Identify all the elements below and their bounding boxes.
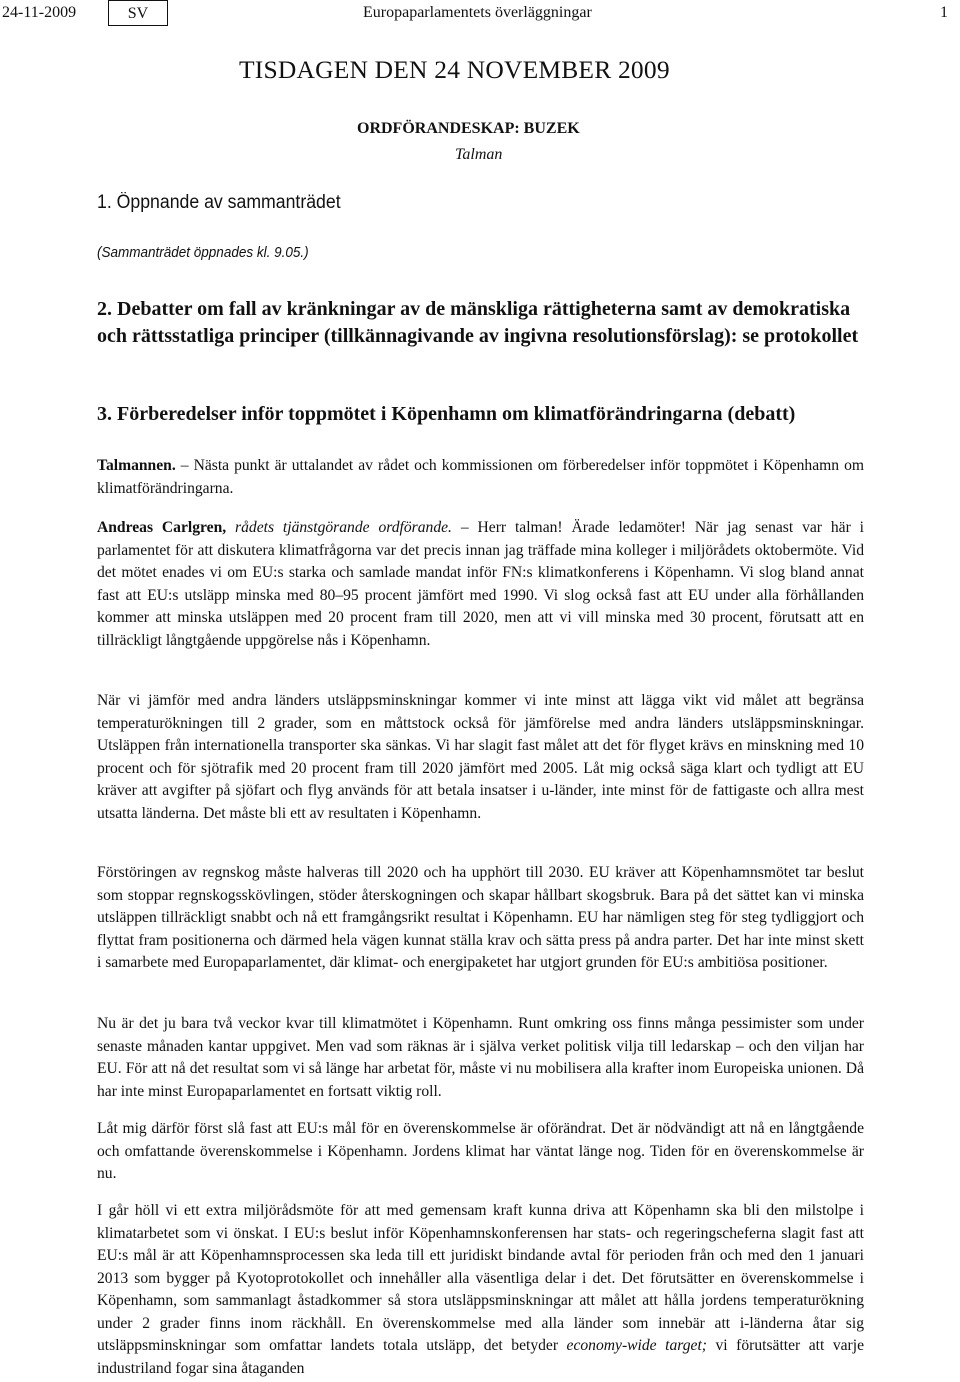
paragraph-text-cont: vi förutsätter att varje industriland fogar sina åtaganden [97,1337,864,1377]
chair-title: ORDFÖRANDESKAP: BUZEK [357,120,580,137]
intro-paragraph [97,455,864,500]
day-title: TISDAGEN DEN 24 NOVEMBER 2009 [239,55,670,84]
paragraph-text: I går höll vi ett extra miljörådsmöte för att med gemensam kraft kunna driva att Köpenhamn ska bli den milstolpe i klimatarbetet som vi önskat. I EU:s beslut inför Köpenhamnskonferensen har stats- och regeringscheferna slagit fast att EU:s mål är att Köpenhamnsprocessen ska leda till ett juridiskt bindande avtal för perioden från och med den 1 januari 2013 som bygger på Kyotoprotokollet och innehåller alla väsentliga delar i det. Det förutsätter en överenskommelse i Köpenhamn, som sammanlagt åstadkommer så stora utsläppsminskningar att målet att hålla jordens temperaturökning under 2 grader finns inom räckhåll. En överenskommelse med alla länder som innebär att i-länderna åtar sig utsläppsminskningar som omfattar landets totala utsläpp, det betyder [97,1202,864,1354]
item-1-heading: 1. Öppnande av sammanträdet [97,192,341,213]
header-date: 24-11-2009 [2,4,77,21]
speech-paragraph-5: Låt mig därför först slå fast att EU:s mål för en överenskommelse är oförändrat. Det är nödvändigt att nå en långtgående och omfattande överenskommelse i Köpenhamn. Jordens klimat har väntat länge nog. Tiden för en överenskommelse är nu. [97,1120,864,1182]
chair-subtitle: Talman [455,146,503,163]
header-publication: Europaparlamentets överläggningar [363,4,592,21]
opening-note: (Sammanträdet öppnades kl. 9.05.) [97,244,309,261]
speech-paragraph-6 [97,1200,864,1380]
speaker-name: Andreas Carlgren, [97,519,227,536]
paragraph-text: – Herr talman! Ärade ledamöter! När jag senast var här i parlamentet för att diskutera klimatfrågorna var det precis innan jag träffade mina kolleger i miljörådets oktobermöte. Vid det mötet enades vi om EU:s starka och samlade mandat inför FN:s klimatkonferens i Köpenhamn. Vi slog bland annat fast att EU:s utsläpp minska med 80–95 procent jämfört med 1990. Vi slog också fast att EU under alla förhållanden kommer att minska utsläppen med 20 procent fram till 2020, men att vi vill minska med 30 procent, förutsatt att en tillräckligt långtgående uppgörelse nås i Köpenhamn. [97,519,865,649]
language-box: SV [108,0,168,26]
speaker-role: rådets tjänstgörande ordförande. [226,519,452,536]
item-3-heading: 3. Förberedelser inför toppmötet i Köpenhamn om klimatförändringarna (debatt) [97,403,796,425]
speech-paragraph-1 [97,517,864,652]
speaker-name: Talmannen. [97,457,176,474]
running-header [0,0,960,30]
speech-paragraph-4: Nu är det ju bara två veckor kvar till klimatmötet i Köpenhamn. Runt omkring oss finns många pessimister som under senaste månaden kantar uppgivet. Men vad som räknas är i själva verket politisk vilja till ledarskap – och den viljan har EU. För att nå det resultat som vi så länge har arbetat för, måste vi nu mobilisera alla krafter inom Europeiska unionen. Då har inte minst Europaparlamentet en fortsatt viktig roll. [97,1015,864,1100]
foreign-term: economy-wide target; [566,1337,707,1354]
speech-paragraph-2: När vi jämför med andra länders utsläppsminskningar kommer vi inte minst att lägga vikt vid målet att begränsa temperaturökningen till 2 grader, som en måttstock också för jämförelse med andra länders utsläppsminskningar. Utsläppen från internationella transporter ska sänkas. Vi har slagit fast målet att det för flyget krävs en minskning med 10 procent och för sjötrafik med 20 procent fram till 2020 jämfört med 2005. Låt mig också säga klart och tydligt att EU kräver att avgifter på sjöfart och flyg används för att betala insatser i u-länder, inte minst för de fattigaste och allra mest utsatta länderna. Det måste bli ett av resultaten i Köpenhamn. [97,692,864,822]
item-2-heading: 2. Debatter om fall av kränkningar av de mänskliga rättigheterna samt av demokratiska och rättsstatliga principer (tillkännagivande av ingivna resolutionsförslag): se protokollet [97,298,859,347]
speech-paragraph-3: Förstöringen av regnskog måste halveras till 2020 och ha upphört till 2030. EU kräver att Köpenhamnsmötet tar beslut som stoppar regnskogsskövlingen, stöder återskogningen och skapar hållbart skogsbruk. Bara på det sättet kan vi minska utsläppen tillräckligt snabbt och nå ett framgångsrikt resultat i Köpenhamn. EU har nämligen steg för steg tydliggjort och flyttat fram positionerna och därmed hela vägen kunnat ställa krav och sätta press på andra parter. Det har inte minst skett i samarbete med Europaparlamentet, där klimat- och energipaketet har utgjort grunden för EU:s ambitiösa positioner. [97,864,864,971]
intro-text: – Nästa punkt är uttalandet av rådet och kommissionen om förberedelser inför toppmötet i Köpenhamn om klimatförändringarna. [97,457,864,497]
page-number: 1 [940,4,948,21]
